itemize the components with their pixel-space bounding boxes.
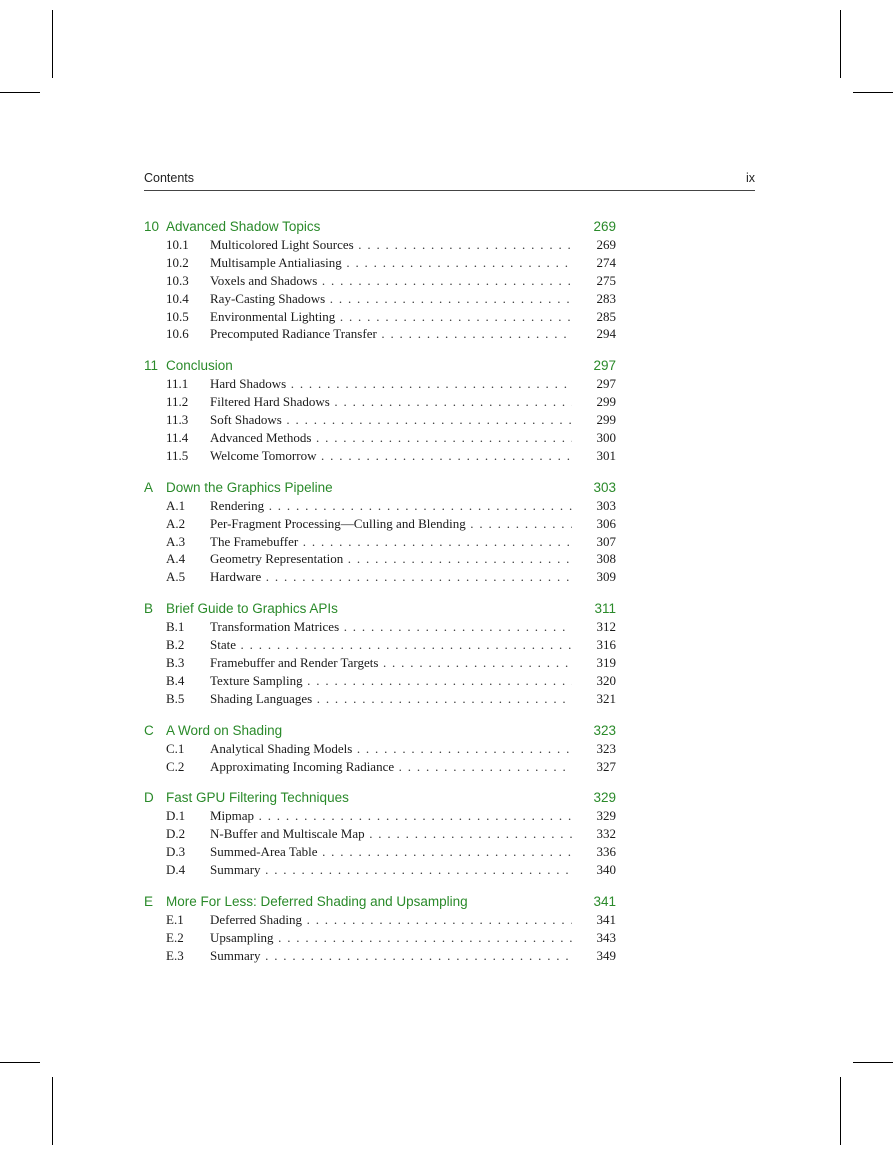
section-page: 323 — [591, 740, 617, 758]
section-entry[interactable] — [144, 290, 616, 308]
crop-mark — [853, 1062, 893, 1063]
section-number: D.3 — [166, 844, 186, 860]
section-title: Approximating Incoming Radiance . . . — [210, 758, 572, 776]
section-title: Mipmap . . . — [210, 807, 572, 825]
section-title: Summed-Area Table . . . — [210, 843, 572, 861]
section-page: 285 — [591, 308, 617, 326]
chapter-entry[interactable] — [144, 721, 616, 740]
crop-mark — [52, 1077, 53, 1145]
section-page: 307 — [591, 533, 617, 551]
section-number: 11.5 — [166, 447, 189, 463]
section-title: The Framebuffer . . . — [210, 533, 572, 551]
section-page: 274 — [591, 254, 617, 272]
section-title: Upsampling . . . — [210, 929, 572, 947]
toc-chapter — [144, 721, 616, 776]
toc-chapter — [144, 478, 616, 586]
section-number: A.3 — [166, 533, 186, 549]
section-entry[interactable] — [144, 375, 616, 393]
section-title: Geometry Representation . . . — [210, 550, 572, 568]
section-entry[interactable] — [144, 393, 616, 411]
section-page: 303 — [591, 497, 617, 515]
chapter-title: Conclusion — [166, 358, 233, 374]
chapter-entry[interactable] — [144, 217, 616, 236]
section-number: D.4 — [166, 862, 186, 878]
section-number: 11.1 — [166, 376, 189, 392]
chapter-number: 10 — [144, 219, 160, 234]
section-entry[interactable] — [144, 654, 616, 672]
table-of-contents — [144, 217, 616, 978]
section-page: 340 — [591, 861, 617, 879]
section-title: Shading Languages . . . — [210, 690, 572, 708]
section-page: 336 — [591, 843, 617, 861]
section-entry[interactable] — [144, 429, 616, 447]
section-page: 299 — [591, 411, 617, 429]
section-number: E.1 — [166, 912, 184, 928]
section-entry[interactable] — [144, 618, 616, 636]
chapter-page: 297 — [593, 358, 616, 374]
section-title: Filtered Hard Shadows . . . — [210, 393, 572, 411]
section-page: 341 — [591, 911, 617, 929]
section-page: 312 — [591, 618, 617, 636]
section-title: Summary . . . — [210, 861, 572, 879]
section-title: Texture Sampling . . . — [210, 672, 572, 690]
section-title: Advanced Methods . . . — [210, 429, 572, 447]
section-entry[interactable] — [144, 825, 616, 843]
section-page: 300 — [591, 429, 617, 447]
section-number: 10.1 — [166, 237, 189, 252]
chapter-page: 323 — [593, 722, 616, 738]
section-number: B.3 — [166, 655, 185, 671]
section-page: 297 — [591, 375, 617, 393]
chapter-title: Advanced Shadow Topics — [166, 219, 321, 234]
section-title: Precomputed Radiance Transfer . . . — [210, 325, 572, 343]
section-page: 283 — [591, 290, 617, 308]
chapter-page: 311 — [594, 601, 616, 617]
section-title: Summary . . . — [210, 947, 572, 965]
section-entry[interactable] — [144, 861, 616, 879]
chapter-entry[interactable] — [144, 478, 616, 497]
section-number: D.2 — [166, 826, 186, 842]
section-page: 321 — [591, 690, 617, 708]
section-title: State . . . — [210, 636, 572, 654]
section-number: A.4 — [166, 551, 186, 567]
section-page: 343 — [591, 929, 617, 947]
section-number: 10.4 — [166, 290, 189, 306]
chapter-number: 11 — [144, 358, 159, 374]
section-number: D.1 — [166, 808, 186, 824]
section-page: 269 — [591, 236, 617, 254]
section-title: Framebuffer and Render Targets . . . — [210, 654, 572, 672]
section-page: 320 — [591, 672, 617, 690]
section-entry[interactable] — [144, 740, 616, 758]
section-entry[interactable] — [144, 533, 616, 551]
toc-chapter — [144, 599, 616, 707]
chapter-page: 329 — [593, 790, 616, 806]
section-page: 316 — [591, 636, 617, 654]
chapter-page: 303 — [593, 479, 616, 495]
section-number: A.5 — [166, 569, 186, 585]
chapter-number: E — [144, 894, 154, 910]
toc-chapter — [144, 217, 616, 343]
section-entry[interactable] — [144, 568, 616, 586]
section-title: Hardware . . . — [210, 568, 572, 586]
section-page: 275 — [591, 272, 617, 290]
section-page: 332 — [591, 825, 617, 843]
crop-mark — [0, 1062, 40, 1063]
section-title: Transformation Matrices . . . — [210, 618, 572, 636]
section-number: B.2 — [166, 637, 185, 653]
running-head — [144, 170, 755, 191]
section-page: 327 — [591, 758, 617, 776]
toc-chapter — [144, 788, 616, 879]
section-title: Environmental Lighting . . . — [210, 308, 572, 326]
section-entry[interactable] — [144, 843, 616, 861]
toc-chapter — [144, 356, 616, 464]
section-page: 301 — [591, 447, 617, 465]
section-page: 308 — [591, 550, 617, 568]
chapter-title: Down the Graphics Pipeline — [166, 479, 333, 495]
crop-mark — [52, 10, 53, 78]
section-title: Soft Shadows . . . — [210, 411, 572, 429]
section-title: Voxels and Shadows . . . — [210, 272, 572, 290]
section-entry[interactable] — [144, 272, 616, 290]
section-number: B.4 — [166, 672, 185, 688]
chapter-entry[interactable] — [144, 599, 616, 618]
section-title: Ray-Casting Shadows . . . — [210, 290, 572, 308]
section-title: Welcome Tomorrow . . . — [210, 447, 572, 465]
chapter-number: B — [144, 601, 154, 617]
section-number: A.1 — [166, 497, 186, 513]
section-title: Deferred Shading . . . — [210, 911, 572, 929]
section-entry[interactable] — [144, 911, 616, 929]
page-number: ix — [745, 171, 755, 185]
section-page: 294 — [591, 325, 617, 343]
section-entry[interactable] — [144, 947, 616, 965]
chapter-entry[interactable] — [144, 892, 616, 911]
crop-mark — [853, 92, 893, 93]
section-number: 11.4 — [166, 430, 189, 446]
section-page: 329 — [591, 807, 617, 825]
toc-chapter — [144, 892, 616, 965]
chapter-number: D — [144, 790, 154, 806]
section-entry[interactable] — [144, 807, 616, 825]
section-page: 319 — [591, 654, 617, 672]
section-number: E.3 — [166, 947, 184, 963]
section-title: Hard Shadows . . . — [210, 375, 572, 393]
section-number: B.1 — [166, 619, 185, 635]
section-number: 10.2 — [166, 254, 189, 270]
section-entry[interactable] — [144, 515, 616, 533]
section-title: Multicolored Light Sources . . . — [210, 236, 572, 254]
section-number: C.1 — [166, 740, 185, 756]
chapter-title: More For Less: Deferred Shading and Upsampling — [166, 894, 468, 910]
chapter-page: 269 — [593, 219, 616, 234]
chapter-page: 341 — [593, 894, 616, 910]
section-page: 299 — [591, 393, 617, 411]
section-number: C.2 — [166, 758, 185, 774]
section-number: E.2 — [166, 929, 184, 945]
chapter-entry[interactable] — [144, 356, 616, 375]
section-number: B.5 — [166, 690, 185, 706]
section-number: 11.2 — [166, 394, 189, 410]
section-entry[interactable] — [144, 672, 616, 690]
section-title: Per-Fragment Processing—Culling and Blending . . . — [210, 515, 572, 533]
section-entry[interactable] — [144, 690, 616, 708]
section-entry[interactable] — [144, 411, 616, 429]
section-title: Multisample Antialiasing . . . — [210, 254, 572, 272]
section-entry[interactable] — [144, 447, 616, 465]
section-entry[interactable] — [144, 758, 616, 776]
chapter-title: Fast GPU Filtering Techniques — [166, 790, 349, 806]
chapter-number: C — [144, 722, 154, 738]
crop-mark — [840, 1077, 841, 1145]
section-page: 309 — [591, 568, 617, 586]
chapter-title: A Word on Shading — [166, 722, 283, 738]
section-entry[interactable] — [144, 550, 616, 568]
section-entry[interactable] — [144, 236, 616, 254]
section-page: 306 — [591, 515, 617, 533]
chapter-entry[interactable] — [144, 788, 616, 807]
section-entry[interactable] — [144, 308, 616, 326]
section-number: 10.6 — [166, 326, 189, 342]
section-number: 11.3 — [166, 412, 189, 428]
section-entry[interactable] — [144, 254, 616, 272]
section-entry[interactable] — [144, 497, 616, 515]
section-title: Rendering . . . — [210, 497, 572, 515]
chapter-number: A — [144, 479, 154, 495]
section-entry[interactable] — [144, 929, 616, 947]
chapter-title: Brief Guide to Graphics APIs — [166, 601, 338, 617]
running-head-title: Contents — [144, 171, 195, 185]
section-title: Analytical Shading Models . . . — [210, 740, 572, 758]
section-number: 10.5 — [166, 308, 189, 324]
section-entry[interactable] — [144, 636, 616, 654]
section-page: 349 — [591, 947, 617, 965]
section-entry[interactable] — [144, 325, 616, 343]
crop-mark — [840, 10, 841, 78]
section-number: 10.3 — [166, 272, 189, 288]
crop-mark — [0, 92, 40, 93]
section-number: A.2 — [166, 515, 186, 531]
section-title: N-Buffer and Multiscale Map . . . — [210, 825, 572, 843]
